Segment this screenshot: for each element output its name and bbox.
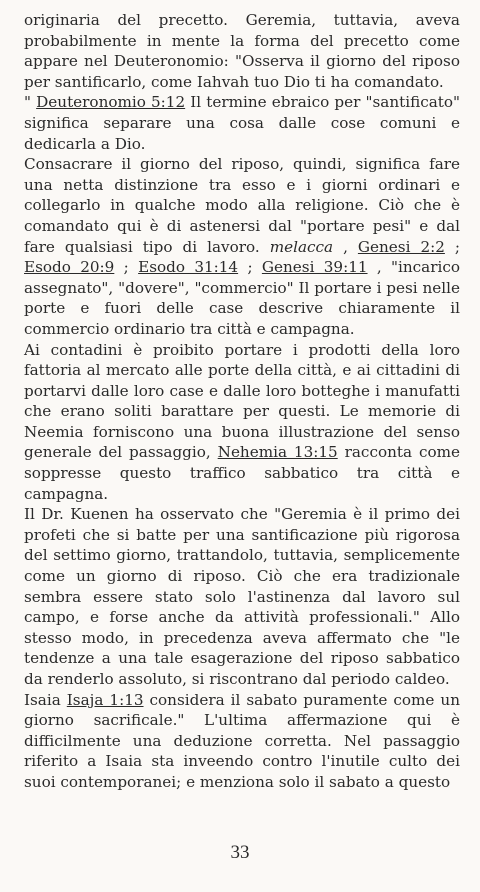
paragraph: [24, 504, 460, 689]
paragraph-text: , "incarico assegnato", "dovere", "commercio" Il portare i pesi nelle porte e fuori delle case descrive chiaramente il commercio ordinario tra città e campagna.: [24, 258, 460, 338]
paragraph-text: Il termine ebraico per "santificato" significa separare una cosa dalle cose comuni e dedicarla a Dio.: [24, 93, 461, 153]
paragraph-text: ;: [238, 258, 262, 277]
paragraph: [24, 340, 460, 505]
paragraph-text: ;: [114, 258, 139, 277]
paragraph-text: Il Dr. Kuenen ha osservato che "Geremia è il primo dei profeti che si batte per una santificazione più rigorosa del settimo giorno, trattandolo, tuttavia, semplicemente come un giorno di riposo. Ciò che era tradizionale sembra essere stato solo l'astinenza dal lavoro sul campo, e forse anche da attività professionali." Allo stesso modo, in precedenza aveva affermato che "le tendenze a una tale esagerazione del riposo sabbatico da renderlo assoluto, si riscontrano dal periodo caldeo.: [24, 505, 460, 688]
scripture-reference: Nehemia 13:15: [217, 443, 338, 462]
paragraph: [24, 690, 460, 793]
scripture-reference: Esodo 20:9: [24, 258, 115, 277]
paragraph: [24, 10, 460, 154]
paragraph-text: originaria del precetto. Geremia, tuttavia, aveva probabilmente in mente la forma del precetto come appare nel Deuteronomio: "Osserva il giorno del riposo per santificarlo, come Iahvah tuo Dio ti ha comandato. ": [24, 11, 460, 112]
paragraph-text: Ai contadini è proibito portare i prodotti della loro fattoria al mercato alle porte della città, e ai cittadini di portarvi dalle loro case e dalle loro botteghe i manufatti che erano soliti barattare per questi. Le memorie di Neemia forniscono una buona illustrazione del senso generale del passaggio,: [24, 340, 460, 462]
scripture-reference: Genesi 39:11: [261, 258, 368, 277]
scripture-reference: Esodo 31:14: [138, 258, 239, 277]
paragraph-text: racconta come soppresse questo traffico sabbatico tra città e campagna.: [24, 443, 460, 503]
page-number: 33: [230, 842, 250, 863]
body-text: [24, 10, 460, 793]
scripture-reference: Deuteronomio 5:12: [36, 93, 186, 112]
scripture-reference: Isaja 1:13: [66, 690, 144, 709]
paragraph: [24, 154, 460, 339]
scripture-reference: Genesi 2:2: [357, 237, 445, 256]
paragraph-text: Consacrare il giorno del riposo, quindi, significa fare una netta distinzione tra esso e i giorni ordinari e collegarlo in qualche modo alla religione. Ciò che è comandato qui è di astenersi dal "portare pesi" e dal fare qualsiasi tipo di lavoro.: [24, 155, 460, 256]
paragraph-text: melacca: [269, 237, 334, 256]
paragraph-text: Isaia: [24, 690, 67, 709]
paragraph-text: ,: [333, 237, 358, 256]
paragraph-text: ;: [444, 237, 461, 256]
paragraph-text: considera il sabato puramente come un giorno sacrificale." L'ultima affermazione qui è difficilmente una deduzione corretta. Nel passaggio riferito a Isaia sta inveendo contro l'inutile culto dei suoi contemporanei; e menziona solo il sabato a questo: [24, 690, 460, 791]
